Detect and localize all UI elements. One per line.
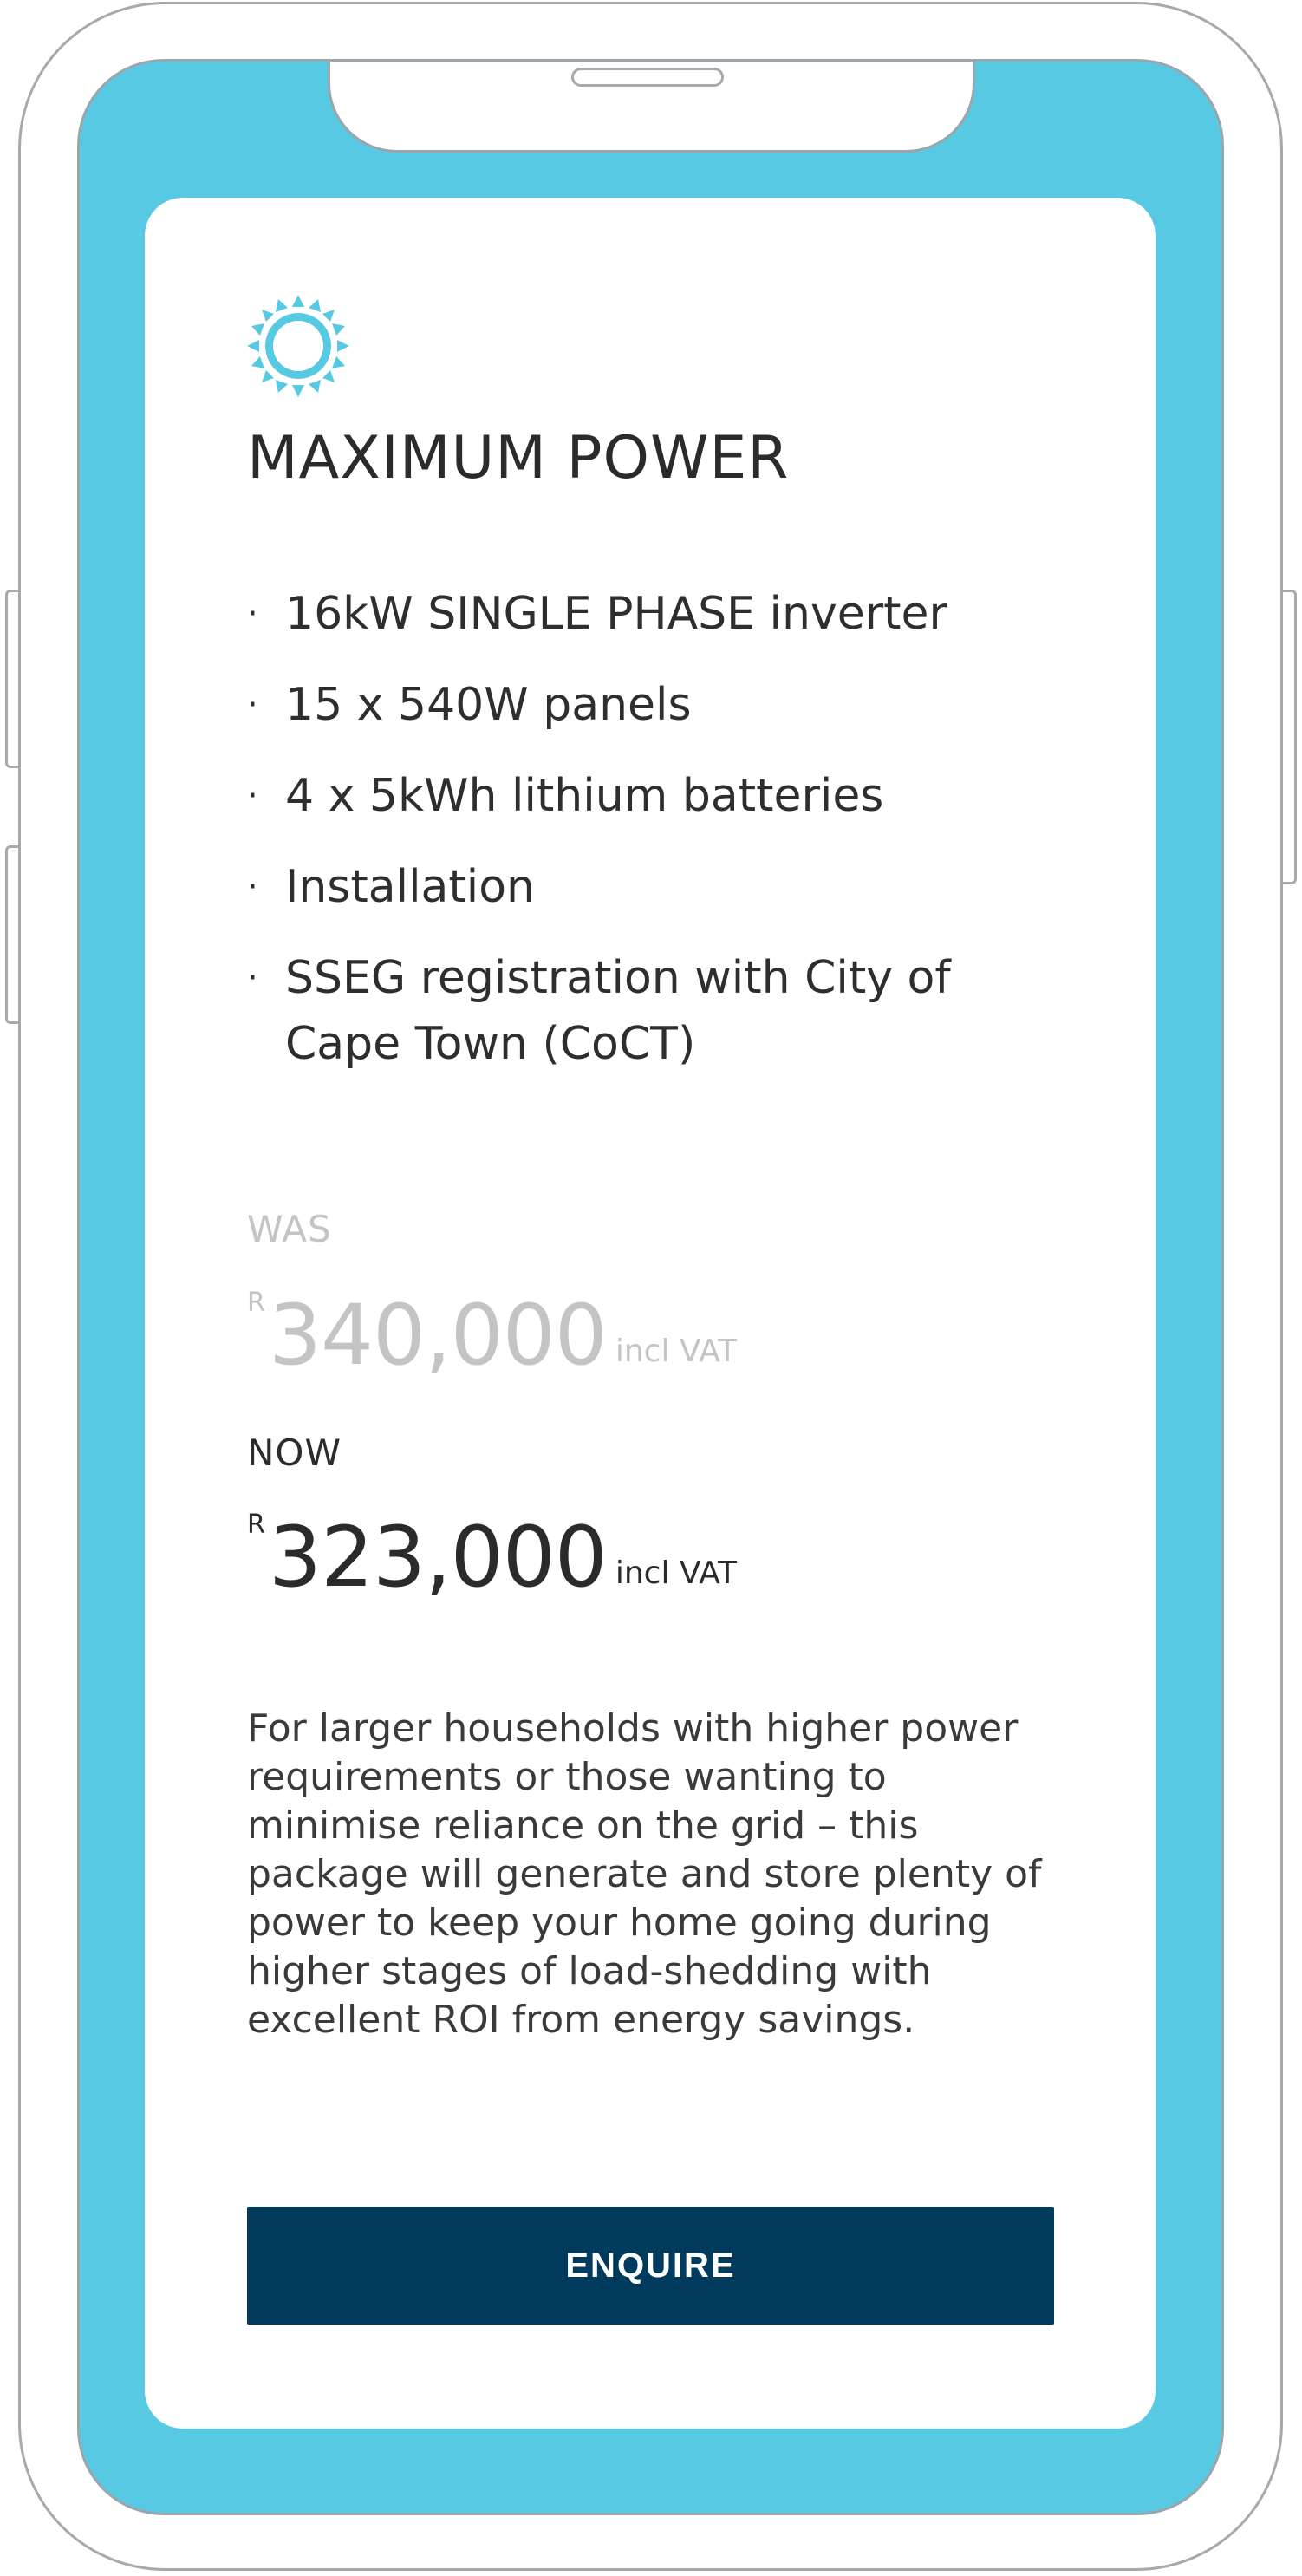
- bullet-dot: ·: [247, 958, 258, 998]
- feature-text: SSEG registration with City of Cape Town (CoCT): [285, 952, 951, 1070]
- list-item: [247, 672, 1079, 738]
- feature-text: 16kW SINGLE PHASE inverter: [285, 588, 947, 640]
- sun-icon: [247, 295, 349, 397]
- volume-down-button: [5, 845, 19, 1024]
- now-label: NOW: [247, 1431, 342, 1474]
- feature-text: 4 x 5kWh lithium batteries: [285, 770, 884, 822]
- now-price: [247, 1510, 737, 1605]
- package-title: MAXIMUM POWER: [247, 424, 790, 492]
- now-vat-note: incl VAT: [615, 1555, 738, 1591]
- volume-up-button: [5, 590, 19, 768]
- now-amount: 323,000: [268, 1509, 607, 1606]
- list-item: [247, 945, 1079, 1077]
- list-item: [247, 854, 1079, 920]
- feature-text: Installation: [285, 861, 536, 913]
- was-price: [247, 1288, 737, 1383]
- feature-list: [247, 581, 1079, 1102]
- list-item: [247, 581, 1079, 647]
- bullet-dot: ·: [247, 867, 258, 907]
- feature-text: 15 x 540W panels: [285, 679, 692, 731]
- package-description: For larger households with higher power requirements or those wanting to minimise reliance on the grid – this package will generate and store plenty of power to keep your home going during higher stages of load-shedding with excellent ROI from energy savings.: [247, 1706, 1042, 2042]
- power-button: [1283, 590, 1297, 884]
- enquire-button[interactable]: ENQUIRE: [247, 2207, 1054, 2325]
- bullet-dot: ·: [247, 685, 258, 725]
- was-label: WAS: [247, 1208, 332, 1250]
- was-vat-note: incl VAT: [615, 1334, 738, 1369]
- phone-speaker: [571, 68, 724, 87]
- bullet-dot: ·: [247, 594, 258, 634]
- list-item: [247, 763, 1079, 829]
- bullet-dot: ·: [247, 776, 258, 816]
- was-currency: R: [247, 1288, 265, 1318]
- now-currency: R: [247, 1510, 265, 1540]
- was-amount: 340,000: [268, 1287, 607, 1384]
